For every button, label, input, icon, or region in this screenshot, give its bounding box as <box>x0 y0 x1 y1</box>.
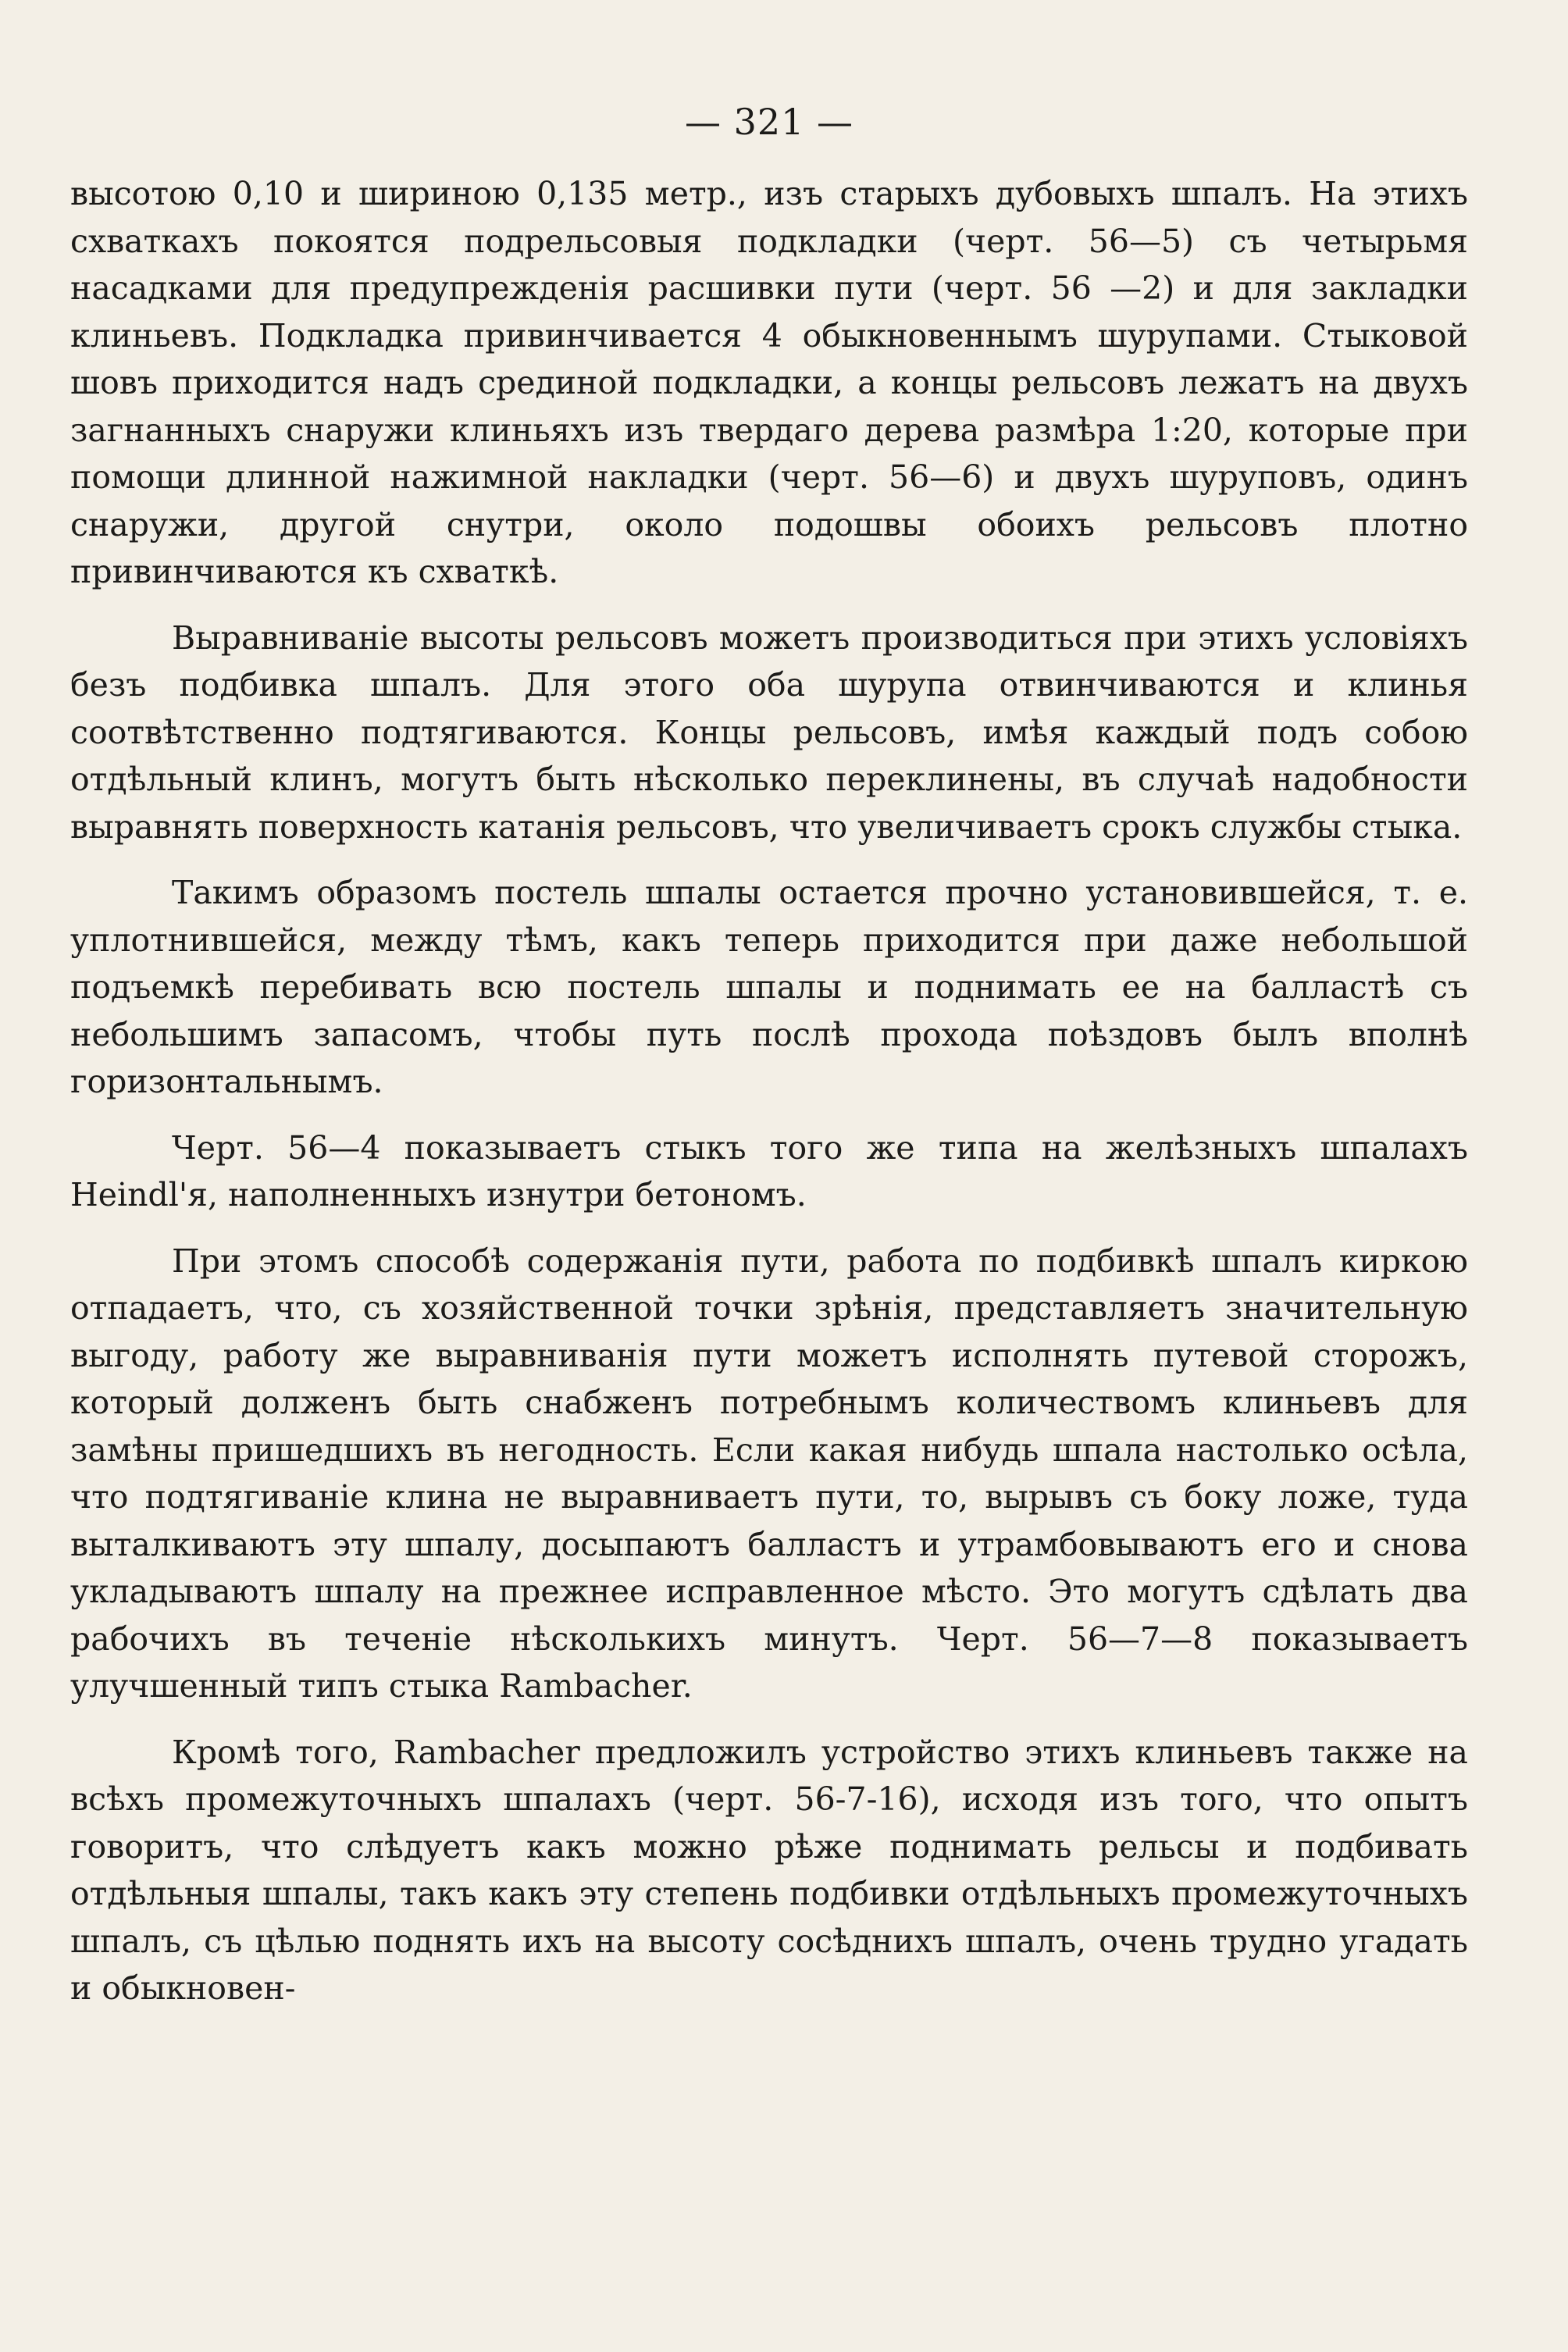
body-text <box>70 170 1468 2012</box>
paragraph-2: Выравниваніе высоты рельсовъ можетъ производиться при этихъ условіяхъ безъ подбивка шпалъ. Для этого оба шурупа отвинчиваются и клинья соотвѣтственно подтягиваются. Концы рельсовъ, имѣя каждый подъ собою отдѣльный клинъ, могутъ быть нѣсколько переклинены, въ случаѣ надобности выравнять поверхность катанія рельсовъ, что увеличиваетъ срокъ службы стыка. <box>70 618 1468 846</box>
paragraph-5: При этомъ способѣ содержанія пути, работа по подбивкѣ шпалъ киркою отпадаетъ, что, съ хозяйственной точки зрѣнія, представляетъ значительную выгоду, работу же выравниванія пути можетъ исполнять путевой сторожъ, который долженъ быть снабженъ потребнымъ количествомъ клиньевъ для замѣны пришедшихъ въ негодность. Если какая нибудь шпала настолько осѣла, что подтягиваніе клина не выравниваетъ пути, то, вырывъ съ боку ложе, туда выталкиваютъ эту шпалу, досыпаютъ балластъ и утрамбовываютъ его и снова укладываютъ шпалу на прежнее исправленное мѣсто. Это могутъ сдѣлать два рабочихъ въ теченіе нѣсколькихъ минутъ. Черт. 56—7—8 показываетъ улучшенный типъ стыка Rambacher. <box>70 1242 1468 1705</box>
paragraph-3: Такимъ образомъ постель шпалы остается прочно установившейся, т. е. уплотнившейся, между тѣмъ, какъ теперь приходится при даже небольшой подъемкѣ перебивать всю постель шпалы и поднимать ее на балластѣ съ небольшимъ запасомъ, чтобы путь послѣ прохода поѣздовъ былъ вполнѣ горизонтальнымъ. <box>70 874 1468 1100</box>
paragraph-4: Черт. 56—4 показываетъ стыкъ того же типа на желѣзныхъ шпалахъ Heindl'я, наполненныхъ изнутри бетономъ. <box>70 1128 1468 1213</box>
paragraph-6: Кромѣ того, Rambacher предложилъ устройство этихъ клиньевъ также на всѣхъ промежуточныхъ шпалахъ (черт. 56-7-16), исходя изъ того, что опытъ говоритъ, что слѣдуетъ какъ можно рѣже поднимать рельсы и подбивать отдѣльныя шпалы, такъ какъ эту степень подбивки отдѣльныхъ промежуточныхъ шпалъ, съ цѣлью поднять ихъ на высоту сосѣднихъ шпалъ, очень трудно угадать и обыкновен- <box>70 1733 1468 2007</box>
paragraph-1: высотою 0,10 и шириною 0,135 метр., изъ старыхъ дубовыхъ шпалъ. На этихъ схваткахъ покоятся подрельсовыя подкладки (черт. 56—5) съ четырьмя насадками для предупрежденія расшивки пути (черт. 56 —2) и для закладки клиньевъ. Подкладка привинчивается 4 обыкновеннымъ шурупами. Стыковой шовъ приходится надъ срединой подкладки, а концы рельсовъ лежатъ на двухъ загнанныхъ снаружи клиньяхъ изъ твердаго дерева размѣра 1:20, которые при помощи длинной нажимной накладки (черт. 56—6) и двухъ шуруповъ, одинъ снаружи, другой снутри, около подошвы обоихъ рельсовъ плотно привинчиваются къ схваткѣ. <box>70 175 1468 590</box>
page-number: — 321 — <box>684 101 854 143</box>
